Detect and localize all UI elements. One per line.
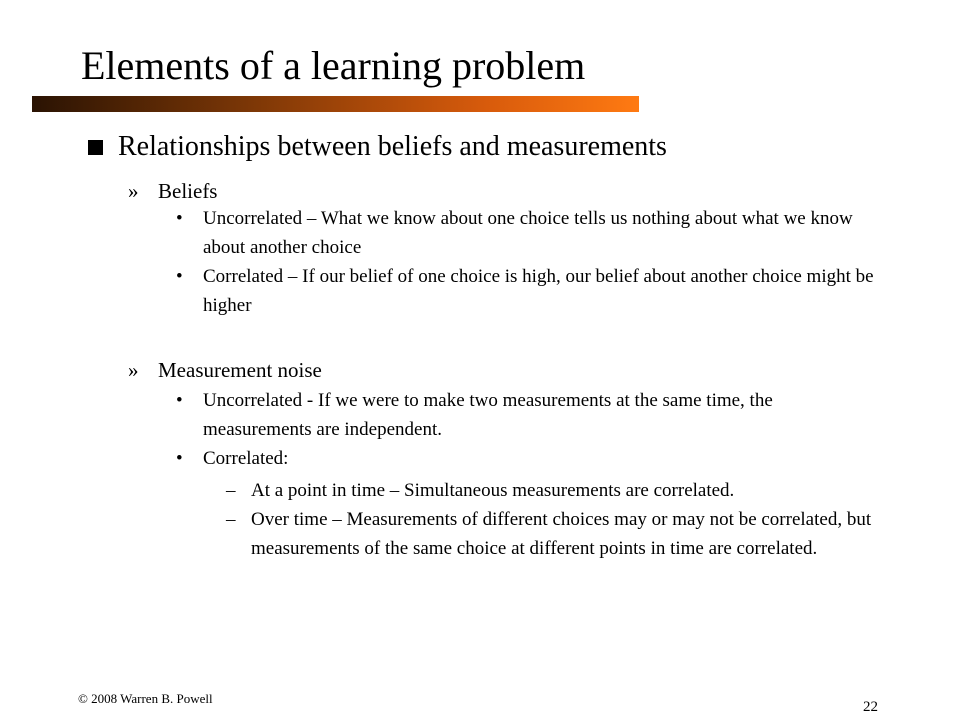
list-item	[176, 262, 876, 320]
dot-bullet-icon: •	[176, 208, 183, 229]
slide-title: Elements of a learning problem	[81, 43, 586, 88]
chevron-marker-icon: »	[128, 358, 139, 382]
section-label: Measurement noise	[158, 358, 322, 382]
dot-bullet-icon: •	[176, 266, 183, 287]
dot-bullet-icon: •	[176, 448, 183, 469]
copyright-footer: © 2008 Warren B. Powell	[78, 691, 213, 706]
sub-list-item-text: At a point in time – Simultaneous measurements are correlated.	[251, 480, 735, 501]
chevron-marker-icon: »	[128, 179, 139, 203]
title-underline-bar	[32, 96, 639, 112]
dash-bullet-icon: –	[226, 509, 236, 530]
list-item-text: Uncorrelated - If we were to make two measurements at the same time, the measurements are independent.	[203, 390, 773, 440]
section-label: Beliefs	[158, 179, 218, 203]
main-bullet-text: Relationships between beliefs and measurements	[118, 131, 667, 162]
list-item-text: Correlated – If our belief of one choice is high, our belief about another choice might be higher	[203, 266, 874, 316]
sub-list-item-text: Over time – Measurements of different choices may or may not be correlated, but measurements of the same choice at different points in time are correlated.	[251, 509, 872, 559]
page-number: 22	[863, 699, 878, 715]
list-item-text: Correlated:	[203, 448, 289, 469]
sub-list-item	[226, 476, 876, 505]
square-bullet-icon	[88, 140, 103, 155]
list-item	[176, 444, 876, 473]
sub-list-item	[226, 505, 876, 563]
list-item-text: Uncorrelated – What we know about one choice tells us nothing about what we know about another choice	[203, 208, 853, 258]
list-item	[176, 204, 876, 262]
dash-bullet-icon: –	[226, 480, 236, 501]
list-item	[176, 386, 876, 444]
dot-bullet-icon: •	[176, 390, 183, 411]
